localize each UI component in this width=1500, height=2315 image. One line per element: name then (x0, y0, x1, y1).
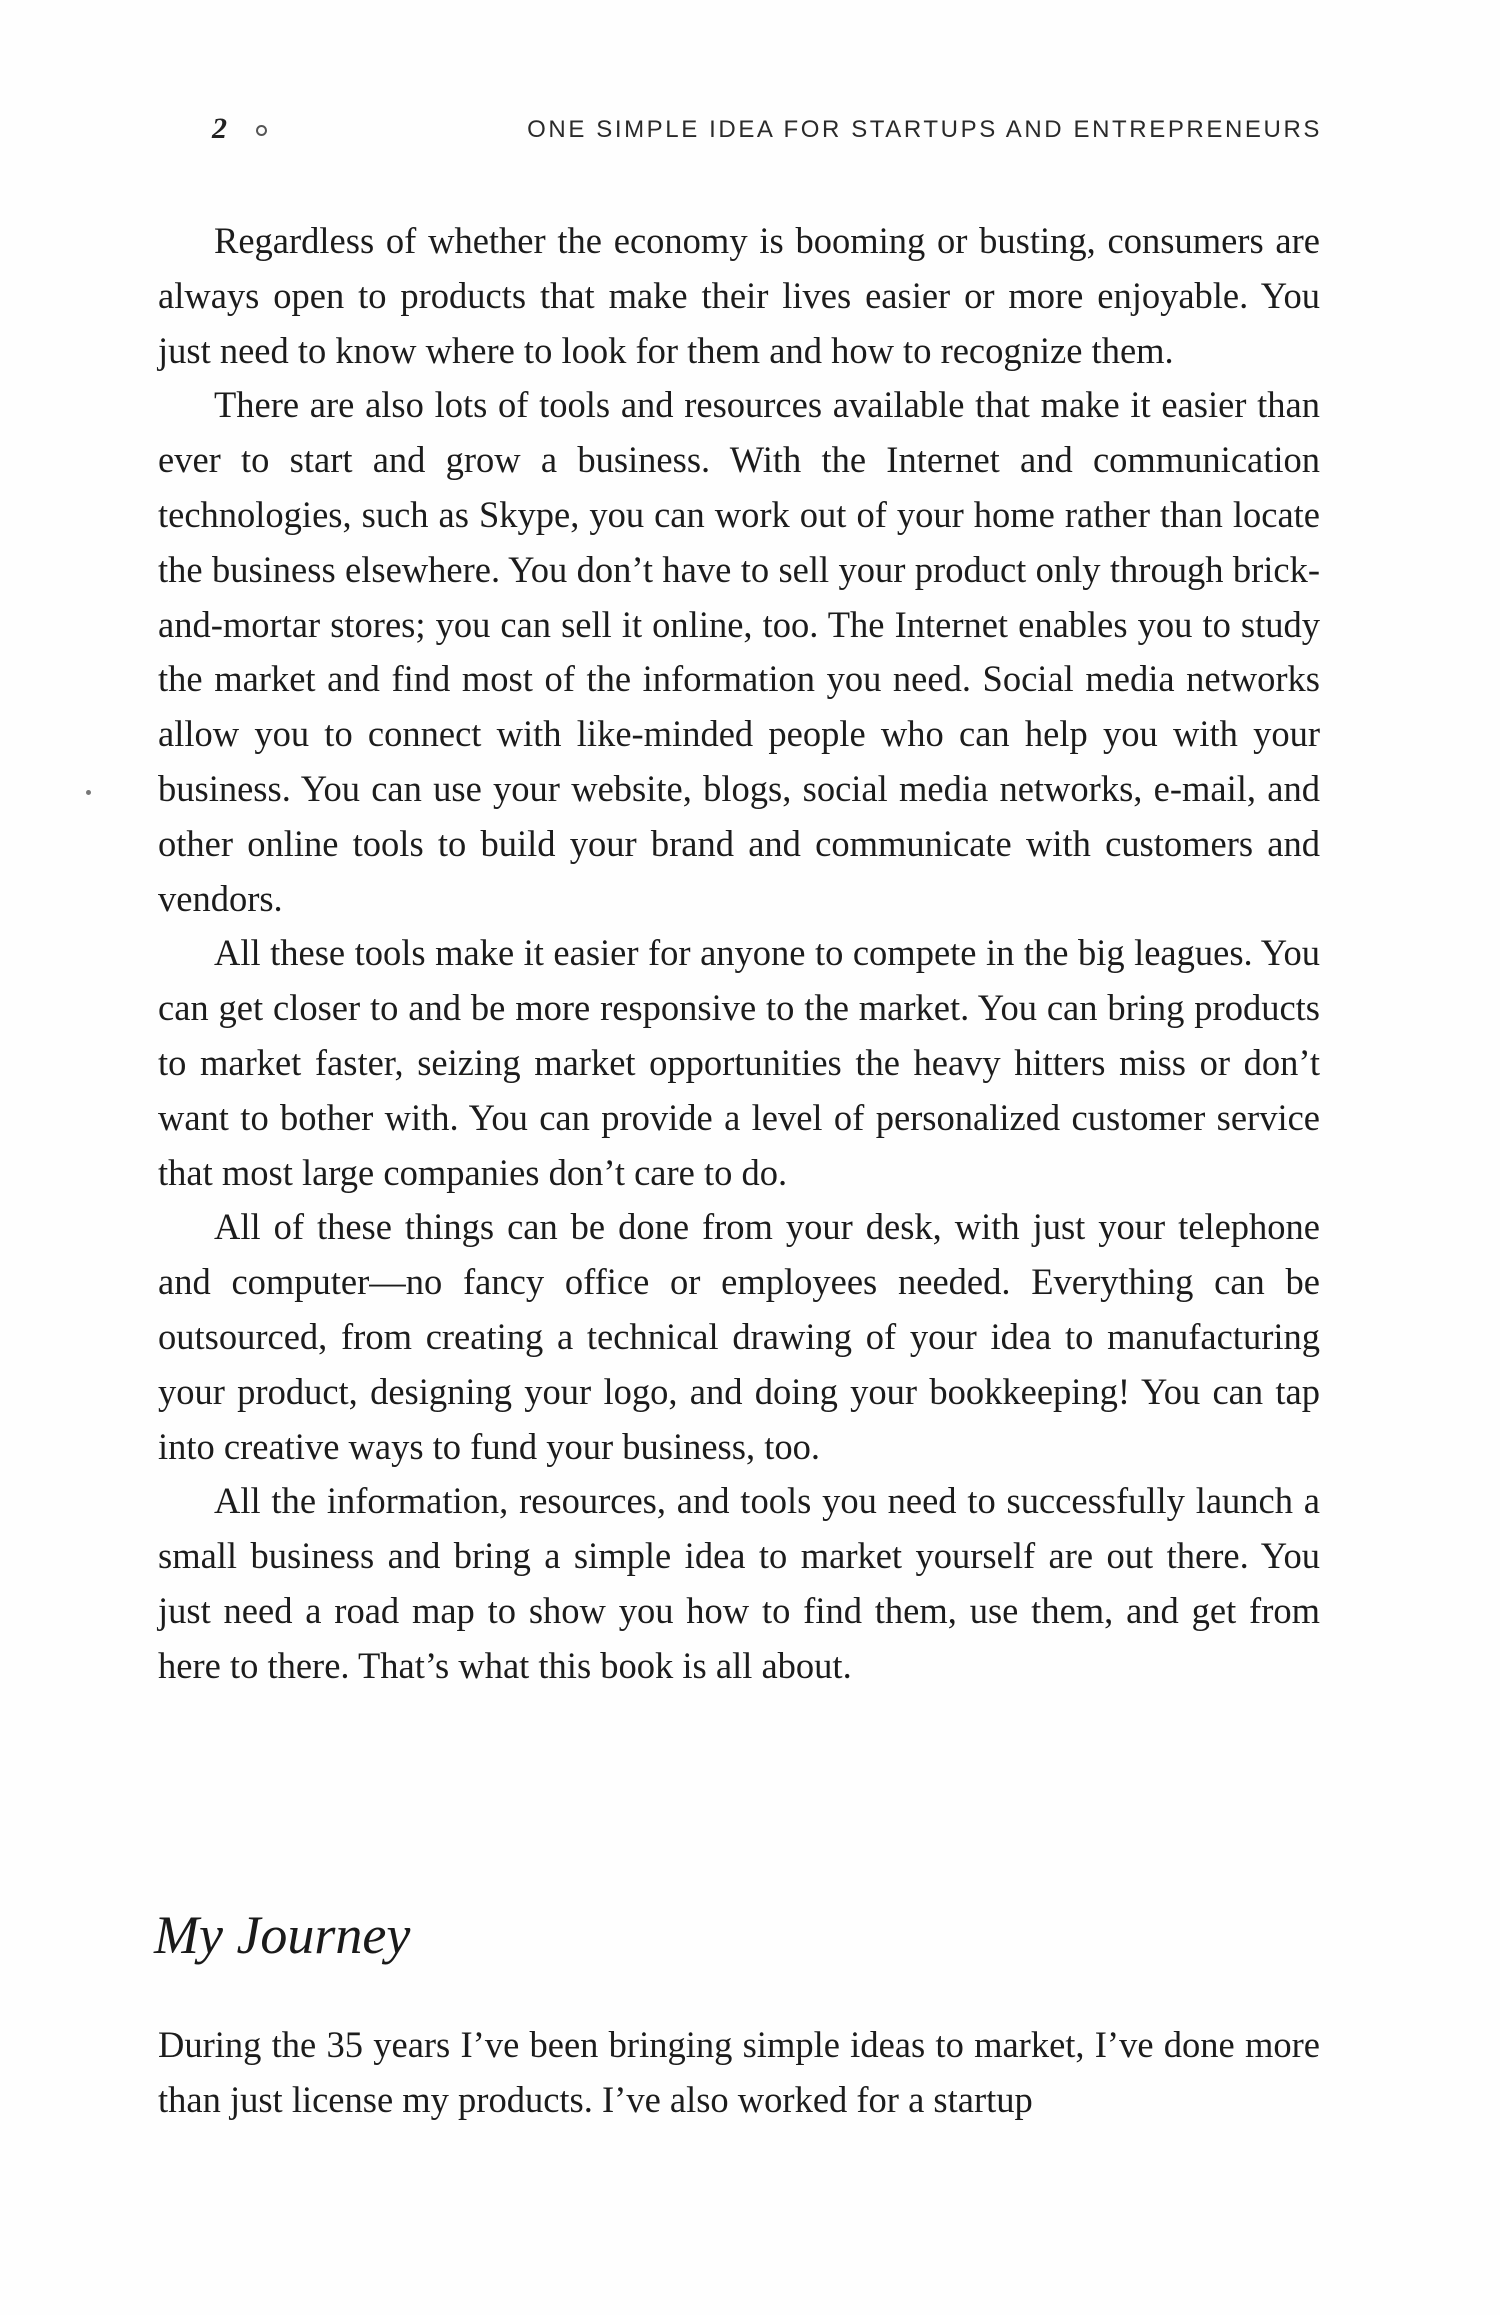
section-paragraph: During the 35 years I’ve been bringing simple ideas to market, I’ve done more than just license my products. I’ve also worked for a startup (158, 2024, 1320, 2120)
bullet-ornament-icon (256, 125, 267, 136)
scan-speck-mark (86, 790, 91, 795)
paragraph: All these tools make it easier for anyone to compete in the big leagues. You can get closer to and be more responsive to the market. You can bring products to market faster, seizing market opportunities the heavy hitters miss or don’t want to bother with. You can provide a level of personalized customer service that most large companies don’t care to do. (158, 932, 1320, 1193)
page-number: 2 (212, 112, 227, 145)
running-header (212, 112, 1322, 152)
paragraph: There are also lots of tools and resources available that make it easier than ever to start and grow a business. With the Internet and communication technologies, such as Skype, you can work out of your home rather than locate the business elsewhere. You don’t have to sell your product only through brick-and-mortar stores; you can sell it online, too. The Internet enables you to study the market and find most of the information you need. Social media networks allow you to connect with like-minded people who can help you with your business. You can use your website, blogs, social media networks, e-mail, and other online tools to build your brand and communicate with customers and vendors. (158, 384, 1320, 919)
body-text (158, 214, 1320, 1694)
paragraph: All the information, resources, and tools you need to successfully launch a small business and bring a simple idea to market yourself are out there. You just need a road map to show you how to find them, use them, and get from here to there. That’s what this book is all about. (158, 1480, 1320, 1686)
section-heading: My Journey (154, 1905, 411, 1965)
running-title: ONE SIMPLE IDEA FOR STARTUPS AND ENTREPRENEURS (527, 116, 1322, 143)
paragraph: Regardless of whether the economy is booming or busting, consumers are always open to products that make their lives easier or more enjoyable. You just need to know where to look for them and how to recognize them. (158, 220, 1320, 371)
paragraph: All of these things can be done from your desk, with just your telephone and computer—no fancy office or employees needed. Everything can be outsourced, from creating a technical drawing of your idea to manufacturing your product, designing your logo, and doing your bookkeeping! You can tap into creative ways to fund your business, too. (158, 1206, 1320, 1467)
